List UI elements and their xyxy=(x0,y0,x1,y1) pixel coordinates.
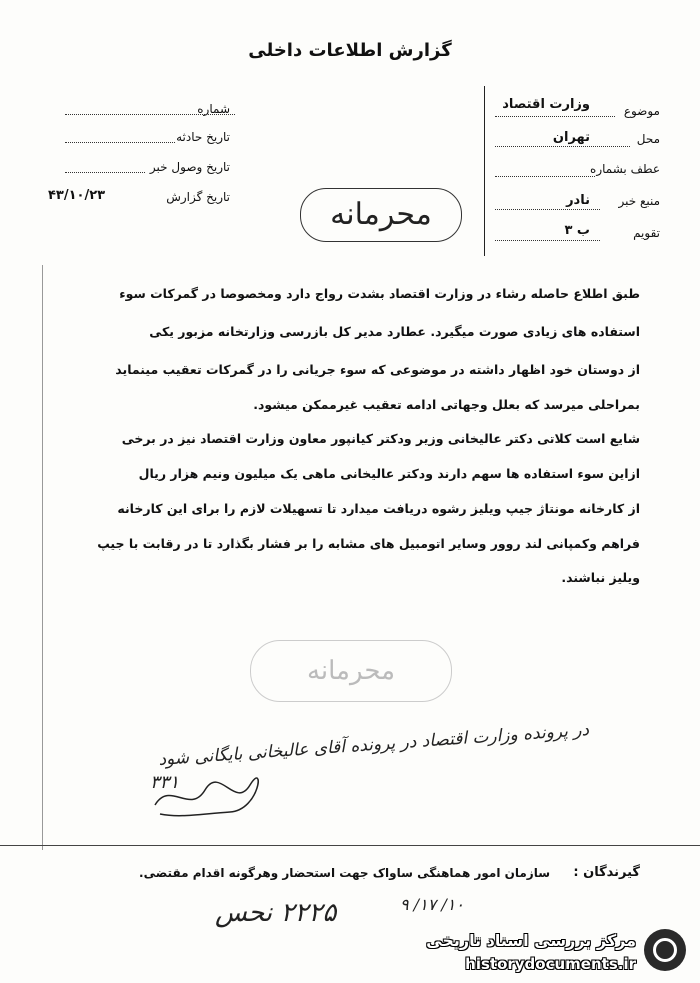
incident-date-label: تاریخ حادثه xyxy=(176,130,230,144)
receipt-date-label: تاریخ وصول خبر xyxy=(149,160,230,174)
report-date-label: تاریخ گزارش xyxy=(166,190,230,204)
reference-label: عطف بشماره xyxy=(590,162,660,176)
incident-date-line xyxy=(65,142,175,143)
report-date-value: ۴۳/۱۰/۲۳ xyxy=(48,188,106,203)
body-line-4: بمراحلی میرسد که بعلل وجهاتی ادامه تعقیب غیرممکن میشود. xyxy=(253,397,640,412)
rating-line xyxy=(495,240,600,241)
rating-label: تقویم xyxy=(633,226,660,240)
handwritten-number: ۲۲۲۵ نحس xyxy=(215,898,337,928)
recipients-divider xyxy=(0,845,700,846)
archive-watermark xyxy=(426,925,700,983)
source-line xyxy=(495,209,600,210)
number-label: شماره xyxy=(197,102,230,116)
handwritten-date: ۹ /۱۷ /۱۰ xyxy=(400,895,464,914)
subject-value: وزارت اقتصاد xyxy=(502,97,590,112)
number-line xyxy=(65,114,235,115)
header-divider xyxy=(484,86,485,256)
watermark-fa-text: مرکز بررسی اسناد تاریخی xyxy=(426,931,636,950)
archive-logo-icon xyxy=(644,929,686,971)
rating-value: ب ۳ xyxy=(564,223,590,238)
source-value: نادر xyxy=(566,193,590,208)
subject-label: موضوع xyxy=(623,104,660,118)
body-line-2: استفاده های زیادی صورت میگیرد. عطارد مدیر کل بازرسی وزارتخانه مزبور یکی xyxy=(149,324,640,339)
document-title: گزارش اطلاعات داخلی xyxy=(248,40,452,61)
subject-line xyxy=(495,116,615,117)
watermark-url: historydocuments.ir xyxy=(465,955,636,973)
receipt-date-line xyxy=(65,172,145,173)
body-line-5: شایع است کلاتی دکتر عالیخانی وزیر ودکتر کیانپور معاون وزارت اقتصاد نیز در برخی xyxy=(121,431,640,446)
body-line-1: طبق اطلاع حاصله رشاء در وزارت اقتصاد بشدت رواج دارد ومخصوصا در گمرکات سوء xyxy=(119,286,640,301)
source-label: منبع خبر xyxy=(618,194,660,208)
recipients-label: گیرندگان : xyxy=(573,865,640,880)
place-value: تهران xyxy=(552,130,590,145)
left-margin-line xyxy=(42,265,43,850)
body-line-8: فراهم وکمپانی لند روور وسایر اتومبیل های مشابه را بر فشار بگذارد تا در رقابت با جیپ xyxy=(97,536,640,551)
place-line xyxy=(495,146,630,147)
place-label: محل xyxy=(636,132,660,146)
recipients-value: سازمان امور هماهنگی ساواک جهت استحضار وهرگونه اقدام مقتضی. xyxy=(139,866,550,880)
body-line-7: از کارخانه مونتاژ جیپ ویلیز رشوه دریافت میدارد تا تسهیلات لازم را برای این کارخانه xyxy=(117,501,640,516)
faint-stamp: محرمانه xyxy=(250,640,452,702)
signature-scribble xyxy=(150,770,270,820)
body-line-9: ویلیز نباشند. xyxy=(561,570,640,585)
body-line-3: از دوستان خود اظهار داشته در موضوعی که سوء جریانی را در گمرکات تعقیب مینماید xyxy=(115,362,640,377)
handwritten-signature-number: ۳۳۱ xyxy=(150,772,180,793)
confidential-stamp: محرمانه xyxy=(300,188,462,242)
reference-line xyxy=(495,176,595,177)
handwritten-note: در پرونده وزارت اقتصاد در پرونده آقای عالیخانی بایگانی شود xyxy=(158,719,591,771)
body-line-6: ازاین سوء استفاده ها سهم دارند ودکتر عالیخانی ماهی یک میلیون ونیم هزار ریال xyxy=(138,466,640,481)
